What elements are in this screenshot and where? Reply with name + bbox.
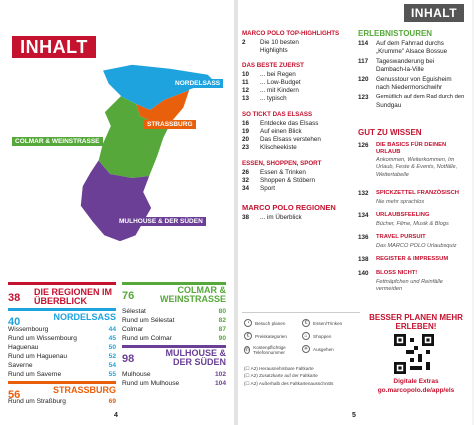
- list-item[interactable]: Wissembourg 44: [8, 326, 116, 333]
- list-item[interactable]: Rund um Straßburg 69: [8, 398, 116, 405]
- shop-icon: ⌂: [302, 332, 310, 340]
- divider-strassburg: [8, 381, 116, 384]
- strassburg-title: STRASSBURG: [52, 385, 116, 395]
- list-item[interactable]: Rund um Haguenau 52: [8, 353, 116, 360]
- toc-subtext: Ankommen, Weiterkommen, Im Urlaub, Feste & Events, Notfälle, Wettertabelle: [376, 157, 458, 178]
- toc-item[interactable]: 34 Sport: [242, 185, 276, 192]
- toc-item[interactable]: 134 URLAUBSFEELING: [358, 212, 430, 219]
- colmar-title: COLMAR & WEINSTRASSE: [159, 285, 226, 305]
- toc-item[interactable]: 38 ... im Überblick: [242, 214, 302, 221]
- section-nordelsass: 40 NORDELSASS: [8, 312, 116, 328]
- toc-item[interactable]: 114 Auf dem Fahrrad durchs: [358, 40, 444, 47]
- map-label-colmar: COLMAR & WEINSTRASSE: [8, 136, 107, 147]
- toc-subtext: Fettnäpfchen und Reinfälle vermeiden: [376, 279, 443, 293]
- clock-icon: ◔: [244, 319, 252, 327]
- map-label-mulhouse: MULHOUSE & DER SÜDEN: [112, 216, 210, 227]
- page-title: INHALT: [12, 36, 96, 58]
- toc-item[interactable]: 117 Tageswanderung bei: [358, 58, 435, 65]
- toc-heading-erlebnistouren: ERLEBNISTOUREN: [358, 29, 433, 38]
- section-colmar: 76 COLMAR & WEINSTRASSE: [122, 285, 226, 305]
- legend-box: [242, 312, 360, 405]
- toc-item[interactable]: 136 TRAVEL PURSUIT: [358, 234, 426, 241]
- right-page: [238, 0, 472, 425]
- list-item[interactable]: Rund um Colmar 90: [122, 335, 226, 342]
- phone-icon: ✆: [245, 347, 250, 353]
- qr-code-graphic: [394, 334, 434, 374]
- toc-item[interactable]: 138 REGISTER & IMPRESSUM: [358, 256, 449, 263]
- toc-item[interactable]: 26 Essen & Trinken: [242, 169, 306, 176]
- list-item[interactable]: Saverne 54: [8, 362, 116, 369]
- toc-item[interactable]: nach Niedermorschwihr: [376, 84, 443, 91]
- mulhouse-title: MULHOUSE & DER SÜDEN: [165, 348, 226, 368]
- toc-item[interactable]: 132 SPICKZETTEL FRANZÖSISCH: [358, 190, 459, 197]
- map-label-nordelsass: NORDELSASS: [168, 78, 227, 89]
- legend-item: ☀ Ausgehen: [303, 346, 334, 352]
- promo-headline: BESSER PLANEN MEHR ERLEBEN!: [369, 313, 463, 331]
- alsace-map: [40, 60, 230, 270]
- nordelsass-title: NORDELSASS: [53, 312, 116, 322]
- toc-item[interactable]: 123 Gemütlich auf dem Rad durch den: [358, 94, 465, 101]
- toc-item[interactable]: 120 Genusstour von Eguisheim: [358, 76, 452, 83]
- divider-nordelsass: [8, 308, 116, 311]
- section-regionen-overview: 38 DIE REGIONEN IM ÜBERBLICK: [8, 288, 116, 306]
- toc-item[interactable]: 23 Klischeekiste: [242, 144, 297, 151]
- legend-item: ⌂ Shoppen: [302, 332, 331, 340]
- page-number-left: 4: [114, 412, 118, 419]
- toc-item[interactable]: 2 Die 10 besten: [242, 39, 299, 46]
- header-banner: INHALT: [404, 4, 464, 22]
- toc-heading-gut-zu-wissen: GUT ZU WISSEN: [358, 128, 422, 137]
- promo-link[interactable]: go.marcopolo.de/app/els: [377, 387, 455, 394]
- regionen-title: DIE REGIONEN IM ÜBERBLICK: [34, 287, 113, 307]
- legend-item: € Essen/Trinken: [302, 319, 342, 327]
- left-page: [0, 0, 234, 425]
- toc-item[interactable]: „Krumme" Alsace Bossue: [376, 48, 448, 55]
- toc-item[interactable]: 12 ... mit Kindern: [242, 87, 299, 94]
- qr-code[interactable]: [394, 334, 434, 374]
- legend-item: € Preiskategorien: [244, 332, 287, 340]
- toc-heading-best: DAS BESTE ZUERST: [242, 62, 304, 69]
- toc-item[interactable]: 32 Shoppen & Stöbern: [242, 177, 315, 184]
- legend-item: ◔ Besuch planen: [244, 319, 285, 327]
- toc-heading-top: MARCO POLO TOP-HIGHLIGHTS: [242, 30, 340, 37]
- list-item[interactable]: Colmar 87: [122, 326, 226, 333]
- list-item[interactable]: Rund um Saverne 55: [8, 371, 116, 378]
- legend-notes: (☐ A2) Herausnehmbare Faltkarte (☐ A2) Zusatzkarte auf der Faltkarte (☐ A2) Außerhalb des Faltkartenausschnitts: [244, 366, 334, 386]
- toc-subtext: Bücher, Filme, Musik & Blogs: [376, 221, 449, 227]
- toc-item[interactable]: 13 ... typisch: [242, 95, 287, 102]
- map-label-strassburg: STRASSBURG: [140, 119, 200, 130]
- toc-item[interactable]: 126 DIE BASICS FÜR DEINEN URLAUB: [358, 142, 447, 155]
- toc-item[interactable]: 16 Entdecke das Elsass: [242, 120, 319, 127]
- divider-main: [8, 282, 116, 285]
- list-item[interactable]: Haguenau 50: [8, 344, 116, 351]
- section-strassburg: 56 STRASSBURG: [8, 385, 116, 401]
- list-item[interactable]: Mulhouse 102: [122, 371, 226, 378]
- legend-item: ✆ Kostenpflichtige Telefonnummer: [245, 345, 286, 355]
- toc-item[interactable]: 19 Auf einen Blick: [242, 128, 302, 135]
- toc-heading-essen: ESSEN, SHOPPEN, SPORT: [242, 160, 322, 167]
- sun-icon: ☀: [303, 346, 309, 352]
- promo-extras: Digitale Extras: [393, 378, 439, 385]
- toc-heading-tickt: SO TICKT DAS ELSASS: [242, 111, 313, 118]
- list-item[interactable]: Rund um Wissembourg 45: [8, 335, 116, 342]
- toc-heading-regionen: MARCO POLO REGIONEN: [242, 203, 336, 212]
- list-item[interactable]: Rund um Sélestat 82: [122, 317, 226, 324]
- section-mulhouse: 98 MULHOUSE & DER SÜDEN: [122, 348, 226, 368]
- toc-item[interactable]: 140 BLOSS NICHT!: [358, 270, 418, 277]
- page-number-right: 5: [352, 412, 356, 419]
- toc-subtext: Das MARCO POLO Urlaubsquiz: [376, 243, 457, 249]
- toc-item[interactable]: Sundgau: [376, 102, 402, 109]
- toc-item[interactable]: 10 ... bei Regen: [242, 71, 296, 78]
- list-item[interactable]: Sélestat 80: [122, 308, 226, 315]
- toc-item[interactable]: Highlights: [260, 47, 288, 54]
- toc-item[interactable]: 11 ... Low-Budget: [242, 79, 301, 86]
- region-map: [15, 60, 230, 270]
- toc-subtext: Nie mehr sprachlos: [376, 199, 425, 205]
- euro-icon: €: [302, 319, 310, 327]
- euro-icon: €: [244, 332, 252, 340]
- list-item[interactable]: Rund um Mulhouse 104: [122, 380, 226, 387]
- toc-item[interactable]: 20 Das Elsass verstehen: [242, 136, 321, 143]
- toc-item[interactable]: Dambach-la-Ville: [376, 66, 424, 73]
